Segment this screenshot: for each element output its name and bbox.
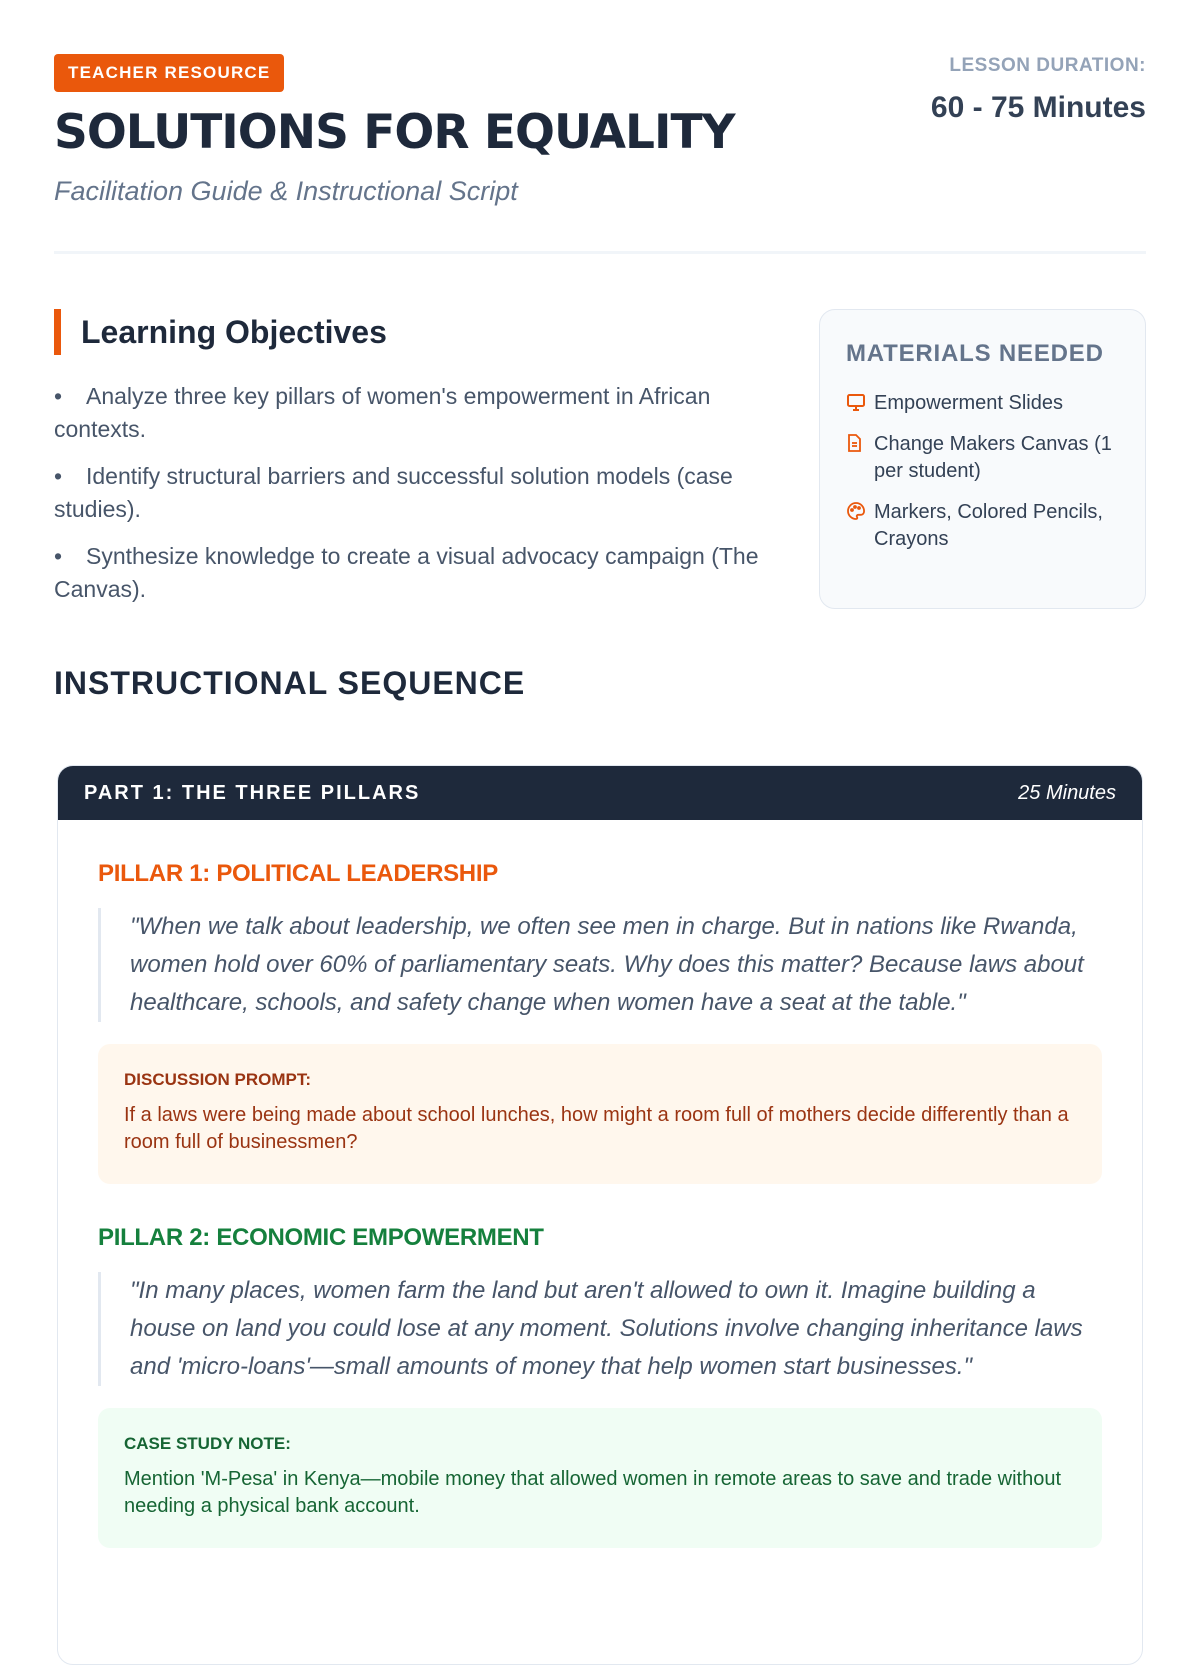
- monitor-icon: [846, 390, 874, 417]
- objectives-list: [54, 380, 774, 620]
- part-1-body: [58, 820, 1142, 1548]
- objective-item: [54, 380, 774, 446]
- sequence-heading: INSTRUCTIONAL SEQUENCE: [54, 665, 526, 701]
- bullet-icon: •: [54, 543, 63, 569]
- lesson-page: [54, 0, 1146, 1600]
- discussion-prompt-callout: [98, 1044, 1102, 1184]
- pillar-1-quote: "When we talk about leadership, we often see men in charge. But in nations like Rwanda, women hold over 60% of parliamentary seats. Why does this matter? Because laws about healthcare, schools, and safety change when women have a seat at the table.": [98, 908, 1102, 1022]
- lesson-duration: [931, 55, 1146, 125]
- material-label: Empowerment Slides: [874, 392, 1063, 414]
- page-title: SOLUTIONS FOR EQUALITY: [54, 105, 735, 160]
- callout-label: CASE STUDY NOTE:: [124, 1434, 291, 1453]
- part-1-time: 25 Minutes: [1018, 781, 1116, 804]
- objective-item: [54, 460, 774, 526]
- pillar-2-title: PILLAR 2: ECONOMIC EMPOWERMENT: [98, 1224, 544, 1251]
- teacher-resource-badge: TEACHER RESOURCE: [54, 54, 284, 92]
- materials-card: [819, 309, 1146, 609]
- part-1-card: [57, 765, 1143, 1665]
- palette-icon: [846, 499, 874, 526]
- objective-text: Analyze three key pillars of women's empowerment in African contexts.: [54, 383, 711, 442]
- pillar-2-quote: "In many places, women farm the land but aren't allowed to own it. Imagine building a house on land you could lose at any moment. Solutions involve changing inheritance laws and 'micro-loans'—small amounts of money that help women start businesses.": [98, 1272, 1102, 1386]
- materials-title: MATERIALS NEEDED: [846, 340, 1104, 367]
- header-divider: [54, 251, 1146, 254]
- objective-text: Synthesize knowledge to create a visual advocacy campaign (The Canvas).: [54, 543, 759, 602]
- part-1-title: PART 1: THE THREE PILLARS: [84, 781, 421, 804]
- part-1-header: [58, 766, 1142, 820]
- duration-value: 60 - 75 Minutes: [930, 91, 1146, 124]
- bullet-icon: •: [54, 463, 63, 489]
- material-label: Markers, Colored Pencils, Crayons: [874, 501, 1103, 550]
- bullet-icon: •: [54, 383, 63, 409]
- material-item: [846, 390, 1119, 417]
- objective-item: [54, 540, 774, 606]
- duration-label: LESSON DURATION:: [949, 55, 1146, 76]
- document-icon: [846, 431, 874, 458]
- material-item: [846, 499, 1119, 553]
- objectives-heading: Learning Objectives: [54, 309, 387, 355]
- pillar-1-title: PILLAR 1: POLITICAL LEADERSHIP: [98, 860, 498, 887]
- material-label: Change Makers Canvas (1 per student): [874, 433, 1112, 482]
- case-study-callout: [98, 1408, 1102, 1548]
- page-subtitle: Facilitation Guide & Instructional Script: [54, 176, 518, 206]
- material-item: [846, 431, 1119, 485]
- objective-text: Identify structural barriers and successful solution models (case studies).: [54, 463, 733, 522]
- callout-text: If a laws were being made about school lunches, how might a room full of mothers decide differently than a room full of businessmen?: [124, 1104, 1069, 1153]
- callout-text: Mention 'M-Pesa' in Kenya—mobile money that allowed women in remote areas to save and trade without needing a physical bank account.: [124, 1468, 1062, 1517]
- callout-label: DISCUSSION PROMPT:: [124, 1070, 312, 1089]
